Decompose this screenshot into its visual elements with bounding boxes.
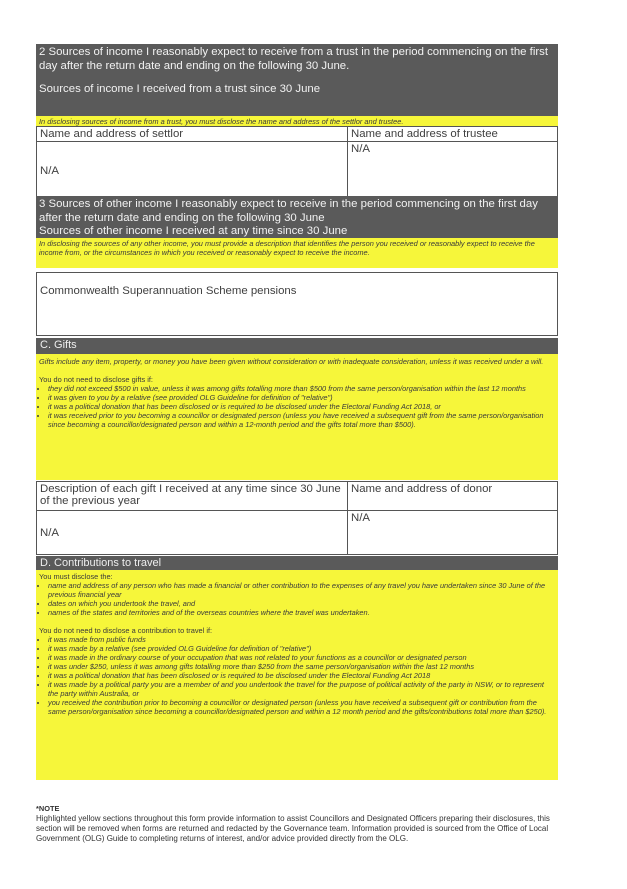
travel-title-bar bbox=[36, 556, 558, 570]
travel-instruction-highlight bbox=[36, 570, 558, 780]
list-item: • it was a political donation that has been disclosed or is required to be disclosed under the Electoral Funding Act 2018, or bbox=[48, 402, 555, 411]
list-item: • it was given to you by a relative (see provided OLG Guideline for definition of "relative") bbox=[48, 393, 555, 402]
gifts-table bbox=[36, 481, 558, 555]
trust-received-heading: Sources of income I received from a trust since 30 June bbox=[39, 83, 321, 95]
other-income-expect-heading: 3 Sources of other income I reasonably expect to receive in the period commencing on the first day after the return date and ending on the following 30 June bbox=[39, 198, 538, 224]
other-income-instruction-highlight bbox=[36, 238, 558, 268]
gifts-not-needed: You do not need to disclose gifts if: bbox=[39, 375, 153, 384]
list-item: • they did not exceed $500 in value, unless it was among gifts totalling more than $500 from the same person/organisation within the last 12 months bbox=[48, 384, 555, 393]
other-income-header bbox=[36, 196, 558, 238]
list-item: • it was made by a relative (see provided OLG Guideline for definition of "relative") bbox=[48, 644, 555, 653]
settlor-column-header: Name and address of settlor bbox=[37, 127, 348, 142]
list-item: • name and address of any person who has made a financial or other contribution to the expenses of any travel you have undertaken since 30 June of the previous financial year bbox=[48, 581, 555, 599]
gift-description-column-header: Description of each gift I received at any time since 30 June of the previous year bbox=[37, 482, 348, 511]
list-item: • it was a political donation that has been disclosed or is required to be disclosed under the Electoral Funding Act 2018 bbox=[48, 671, 555, 680]
footer-note bbox=[36, 804, 558, 844]
trust-income-header bbox=[36, 44, 558, 116]
travel-must-list bbox=[39, 581, 555, 617]
other-income-value: Commonwealth Superannuation Scheme pensions bbox=[40, 285, 297, 297]
trustee-value[interactable]: N/A bbox=[348, 142, 558, 200]
list-item: • it was made by a political party you are a member of and you undertook the travel for the purpose of political activity of the party in NSW, or to represent the party within Australia, or bbox=[48, 680, 555, 698]
travel-exemption-list bbox=[39, 635, 555, 716]
other-income-instruction: In disclosing the sources of any other income, you must provide a description that identifies the person you received or reasonably expect to receive the income from, or the circumstances in which you received or reasonably expect to receive the income. bbox=[39, 239, 535, 257]
trust-expect-heading: 2 Sources of income I reasonably expect to receive from a trust in the period commencing on the first day after the return date and ending on the following 30 June. bbox=[39, 46, 549, 72]
settlor-value[interactable]: N/A bbox=[37, 142, 348, 200]
gifts-title: C. Gifts bbox=[40, 339, 77, 351]
gifts-instruction-highlight bbox=[36, 354, 558, 480]
gift-description-value[interactable]: N/A bbox=[37, 511, 348, 555]
list-item: • you received the contribution prior to becoming a councillor or designated person (unless you have received a subsequent gift or contribution from the same person/organisation since becoming a councillor/designated person and within a 12 month period and the gifts/contributions total more than $250). bbox=[48, 698, 555, 716]
donor-value[interactable]: N/A bbox=[348, 511, 558, 555]
other-income-box[interactable] bbox=[36, 272, 558, 336]
list-item: • it was made in the ordinary course of your occupation that was not related to your functions as a councillor or designated person bbox=[48, 653, 555, 662]
gifts-intro: Gifts include any item, property, or money you have been given without consideration or with inadequate consideration, unless it was received under a will. bbox=[39, 357, 544, 366]
donor-column-header: Name and address of donor bbox=[348, 482, 558, 511]
list-item: • it was received prior to you becoming a councillor or designated person (unless you have received a subsequent gift from the same person/organisation since becoming a councillor/designated person and within a 12-month period and the gifts total more than $500). bbox=[48, 411, 555, 429]
trust-instruction-highlight bbox=[36, 116, 558, 126]
note-text: Highlighted yellow sections throughout this form provide information to assist Councillors and Designated Officers preparing their disclosures, this section will be removed when forms are returned and redacted by the Governance team. Information provided is sourced from the Office of Local Government (OLG) Guide to completing returns of interest, and/or advice provided directly from the OLG. bbox=[36, 814, 550, 843]
list-item: • it was made from public funds bbox=[48, 635, 555, 644]
trust-instruction: In disclosing sources of income from a trust, you must disclose the name and address of the settlor and trustee. bbox=[39, 117, 404, 126]
list-item: • dates on which you undertook the travel, and bbox=[48, 599, 555, 608]
gifts-exemption-list bbox=[39, 384, 555, 429]
list-item: • names of the states and territories and of the overseas countries where the travel was undertaken. bbox=[48, 608, 555, 617]
gifts-title-bar bbox=[36, 338, 558, 354]
travel-title: D. Contributions to travel bbox=[40, 557, 162, 569]
list-item: • it was under $250, unless it was among gifts totalling more than $250 from the same person/organisation within the last 12 months bbox=[48, 662, 555, 671]
travel-not-needed: You do not need to disclose a contribution to travel if: bbox=[39, 626, 213, 635]
travel-must: You must disclose the: bbox=[39, 572, 113, 581]
trustee-column-header: Name and address of trustee bbox=[348, 127, 558, 142]
other-income-received-heading: Sources of other income I received at any time since 30 June bbox=[39, 225, 348, 237]
note-heading: *NOTE bbox=[36, 804, 60, 813]
trust-table bbox=[36, 126, 558, 200]
